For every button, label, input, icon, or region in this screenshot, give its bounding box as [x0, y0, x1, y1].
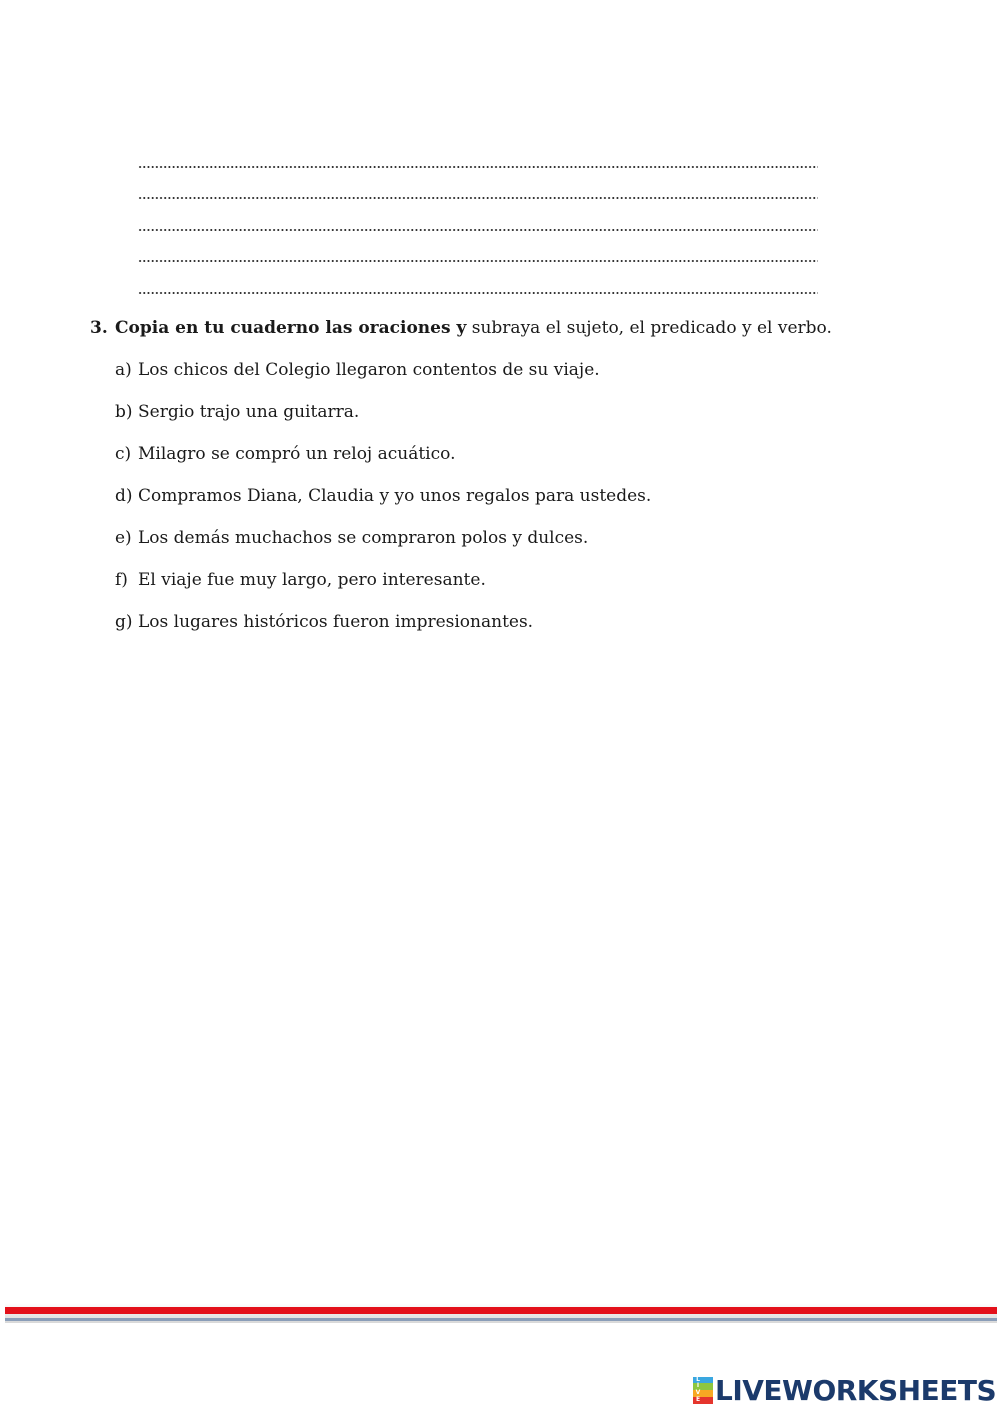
- item-text: Los demás muchachos se compraron polos y dulces.: [138, 528, 589, 548]
- list-item: [115, 484, 651, 526]
- list-item: [115, 610, 651, 652]
- footer-divider-blue: [5, 1318, 997, 1321]
- item-text: El viaje fue muy largo, pero interesante.: [138, 570, 486, 590]
- logo-mark-letter: I: [693, 1383, 703, 1390]
- item-letter: b): [115, 402, 133, 422]
- logo-mark-letter: E: [693, 1397, 703, 1404]
- logo-mark-letter: L: [693, 1377, 703, 1384]
- item-letter: e): [115, 528, 132, 548]
- question-instruction: subraya el sujeto, el predicado y el verbo.: [466, 318, 832, 338]
- question-number: 3.: [90, 318, 108, 338]
- item-letter: c): [115, 444, 132, 464]
- question-3: [90, 316, 832, 340]
- answer-line: [138, 268, 818, 300]
- sentence-list: [115, 358, 651, 652]
- list-item: [115, 358, 651, 400]
- item-text: Sergio trajo una guitarra.: [138, 402, 360, 422]
- liveworksheets-logo: [693, 1373, 996, 1407]
- answer-line: [138, 142, 818, 174]
- logo-mark-icon: [693, 1377, 713, 1404]
- logo-mark-letter: [703, 1397, 713, 1404]
- answer-line: [138, 237, 818, 269]
- item-text: Compramos Diana, Claudia y yo unos regalos para ustedes.: [138, 486, 652, 506]
- item-text: Los lugares históricos fueron impresionantes.: [138, 612, 534, 632]
- question-instruction-bold: Copia en tu cuaderno las oraciones y: [115, 318, 467, 338]
- list-item: [115, 526, 651, 568]
- logo-text: LIVEWORKSHEETS: [715, 1373, 997, 1407]
- answer-line: [138, 205, 818, 237]
- list-item: [115, 400, 651, 442]
- logo-mark-letter: V: [693, 1390, 703, 1397]
- logo-mark-letter: [703, 1383, 713, 1390]
- logo-mark-letter: [703, 1377, 713, 1384]
- answer-lines: [138, 142, 818, 300]
- list-item: [115, 568, 651, 610]
- item-letter: a): [115, 360, 132, 380]
- list-item: [115, 442, 651, 484]
- item-text: Milagro se compró un reloj acuático.: [138, 444, 456, 464]
- logo-mark-letter: [703, 1390, 713, 1397]
- item-text: Los chicos del Colegio llegaron contentos de su viaje.: [138, 360, 600, 380]
- footer-divider-red: [5, 1307, 997, 1314]
- item-letter: d): [115, 486, 133, 506]
- item-letter: f): [115, 570, 128, 590]
- answer-line: [138, 174, 818, 206]
- footer-divider: [5, 1303, 997, 1325]
- item-letter: g): [115, 612, 133, 632]
